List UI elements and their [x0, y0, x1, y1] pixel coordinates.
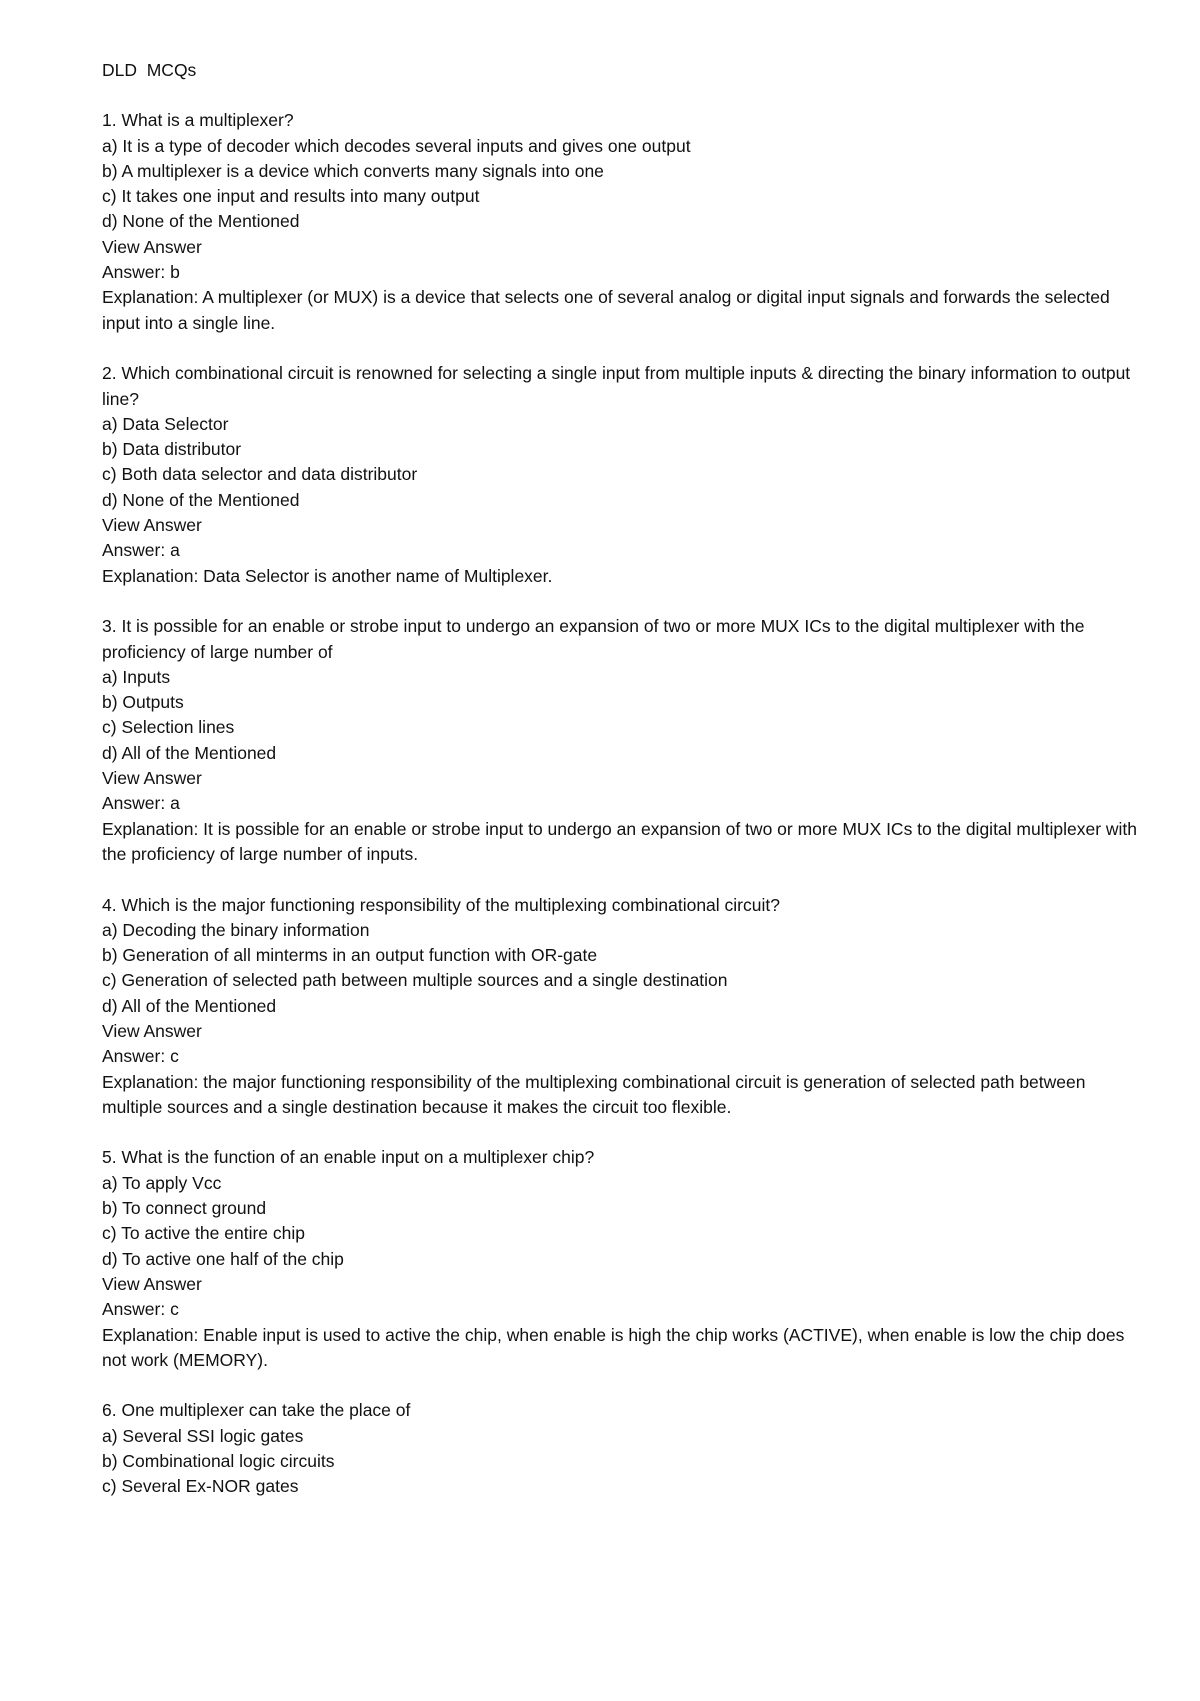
document-content [102, 58, 1142, 1525]
option-b: b) Outputs [102, 692, 184, 713]
question-block-4 [102, 893, 1142, 1121]
option-c: c) Selection lines [102, 717, 235, 738]
option-b: b) A multiplexer is a device which converts many signals into one [102, 160, 604, 181]
option-b: b) Combinational logic circuits [102, 1451, 335, 1472]
option-b: b) To connect ground [102, 1198, 267, 1219]
view-answer-link[interactable]: View Answer [102, 1273, 202, 1294]
option-c: c) Generation of selected path between multiple sources and a single destination [102, 970, 728, 991]
question-text: 1. What is a multiplexer? [102, 110, 294, 131]
explanation-text: Explanation: the major functioning responsibility of the multiplexing combinational circuit is generation of selected path between multiple sources and a single destination because it makes the circuit too flexible. [102, 1071, 1086, 1117]
document-title: DLD MCQs [102, 60, 197, 80]
question-block-1 [102, 108, 1142, 336]
answer-text: Answer: b [102, 262, 180, 283]
option-c: c) Several Ex-NOR gates [102, 1476, 299, 1497]
answer-text: Answer: a [102, 793, 180, 814]
option-c: c) Both data selector and data distributor [102, 464, 418, 485]
explanation-text: Explanation: Enable input is used to active the chip, when enable is high the chip works (ACTIVE), when enable is low the chip does not work (MEMORY). [102, 1324, 1125, 1370]
option-d: d) All of the Mentioned [102, 742, 277, 763]
option-a: a) To apply Vcc [102, 1172, 222, 1193]
question-text: 6. One multiplexer can take the place of [102, 1400, 411, 1421]
option-a: a) Data Selector [102, 413, 229, 434]
option-a: a) Decoding the binary information [102, 919, 370, 940]
option-d: d) None of the Mentioned [102, 489, 300, 510]
view-answer-link[interactable]: View Answer [102, 515, 202, 536]
option-c: c) To active the entire chip [102, 1223, 305, 1244]
view-answer-link[interactable]: View Answer [102, 236, 202, 257]
question-text: 5. What is the function of an enable input on a multiplexer chip? [102, 1147, 595, 1168]
question-text: 4. Which is the major functioning responsibility of the multiplexing combinational circuit? [102, 894, 780, 915]
question-block-6 [102, 1398, 1142, 1499]
option-b: b) Data distributor [102, 439, 242, 460]
explanation-text: Explanation: Data Selector is another name of Multiplexer. [102, 565, 553, 586]
view-answer-link[interactable]: View Answer [102, 768, 202, 789]
answer-text: Answer: c [102, 1046, 179, 1067]
question-block-5 [102, 1145, 1142, 1373]
option-a: a) Inputs [102, 666, 171, 687]
option-d: d) All of the Mentioned [102, 995, 277, 1016]
explanation-text: Explanation: It is possible for an enable or strobe input to undergo an expansion of two or more MUX ICs to the digital multiplexer with the proficiency of large number of inputs. [102, 818, 1138, 864]
answer-text: Answer: c [102, 1299, 179, 1320]
view-answer-link[interactable]: View Answer [102, 1020, 202, 1041]
option-d: d) To active one half of the chip [102, 1248, 344, 1269]
answer-text: Answer: a [102, 540, 180, 561]
question-text: 2. Which combinational circuit is renowned for selecting a single input from multiple inputs & directing the binary information to output line? [102, 363, 1131, 409]
question-text: 3. It is possible for an enable or strobe input to undergo an expansion of two or more MUX ICs to the digital multiplexer with the proficiency of large number of [102, 616, 1085, 662]
option-c: c) It takes one input and results into many output [102, 186, 480, 207]
option-a: a) Several SSI logic gates [102, 1425, 304, 1446]
explanation-text: Explanation: A multiplexer (or MUX) is a device that selects one of several analog or digital input signals and forwards the selected input into a single line. [102, 287, 1110, 333]
question-block-3 [102, 614, 1142, 867]
option-a: a) It is a type of decoder which decodes several inputs and gives one output [102, 135, 691, 156]
question-block-2 [102, 361, 1142, 589]
option-d: d) None of the Mentioned [102, 211, 300, 232]
option-b: b) Generation of all minterms in an output function with OR-gate [102, 945, 598, 966]
